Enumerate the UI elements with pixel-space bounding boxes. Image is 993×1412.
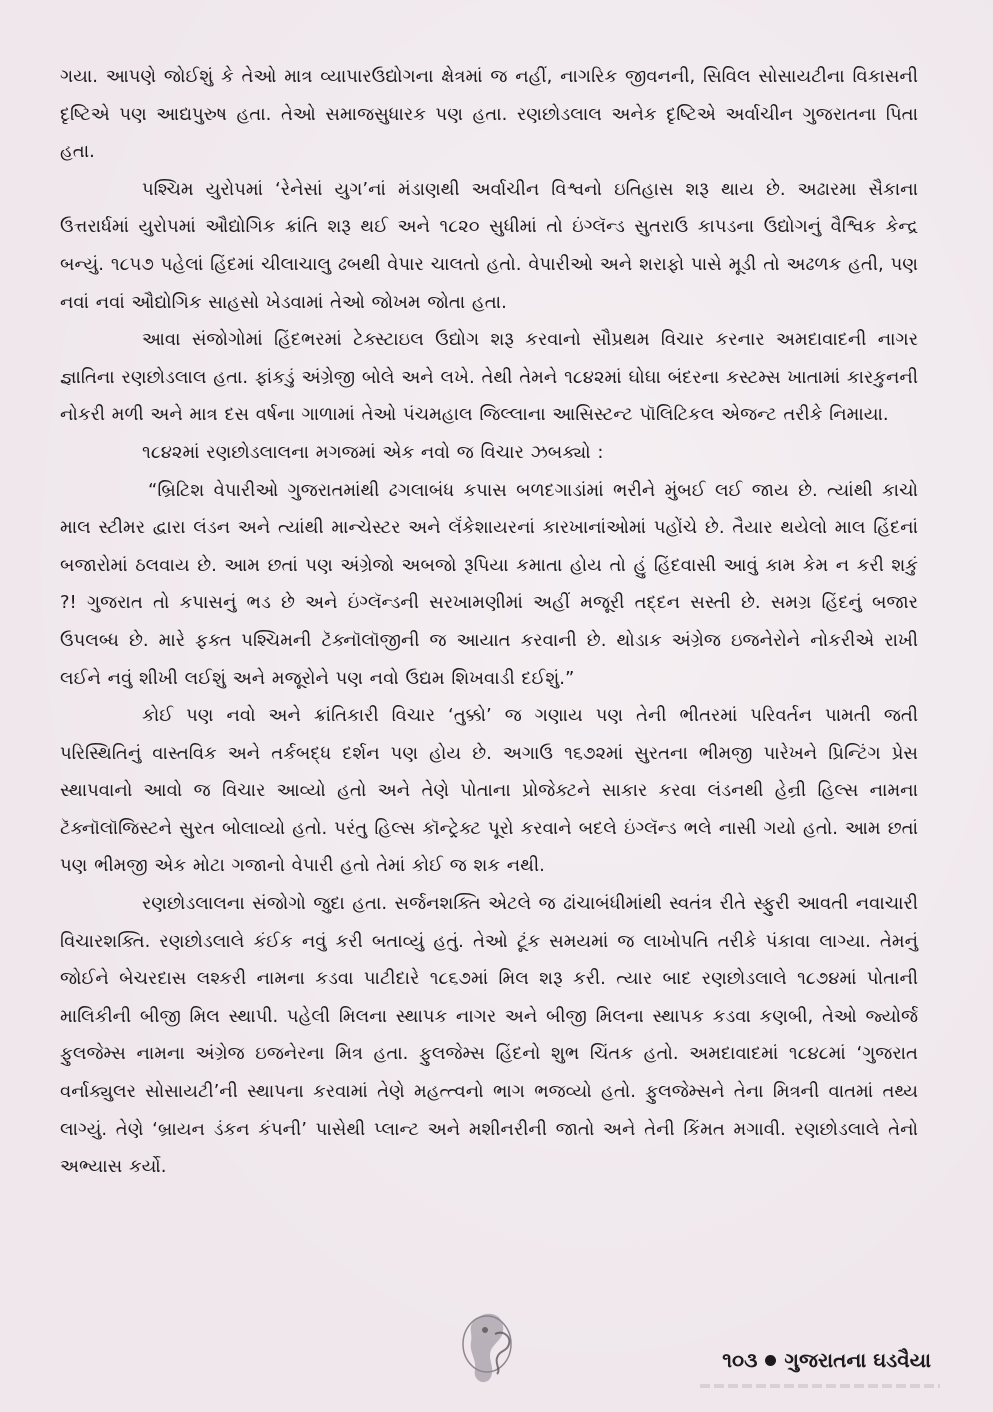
paragraph-new-thought: ૧૮૪૨માં રણછોડલાલના મગજમાં એક નવો જ વિચાર ઝબક્યો : [142,441,604,463]
page-number: ૧૦૩ [722,1348,758,1372]
paragraph-circumstances: રણછોડલાલના સંજોગો જુદા હતા. સર્જનશક્તિ એટલે જ ઢાંચાબંધીમાંથી સ્વતંત્ર રીતે સ્ફુરી આવતી નવાચારી વિચારશક્તિ. રણછોડલાલે કંઈક નવું કરી બતાવ્યું હતું. તેઓ ટૂંક સમયમાં જ લાખોપતિ તરીકે પંકાવા લાગ્યા. તેમનું જોઈને બેચરદાસ લશ્કરી નામના કડવા પાટીદારે ૧૮૬૭માં મિલ શરૂ કરી. ત્યાર બાદ રણછોડલાલે ૧૮૭૪માં પોતાની માલિકીની બીજી મિલ સ્થાપી. પહેલી મિલના સ્થાપક નાગર અને બીજી મિલના સ્થાપક કડવા કણબી, તેઓ જ્યોર્જ ફુલજેમ્સ નામના અંગ્રેજ ઇજનેરના મિત્ર હતા. ફુલજેમ્સ હિંદનો શુભ ચિંતક હતો. અમદાવાદમાં ૧૮૪૮માં ‘ગુજરાત વર્નાક્યુલર સોસાયટી’ની સ્થાપના કરવામાં તેણે મહત્ત્વનો ભાગ ભજવ્યો હતો. ફુલજેમ્સને તેના મિત્રની વાતમાં તથ્ય લાગ્યું. તેણે ‘બ્રાયન ડંકન કંપની’ પાસેથી પ્લાન્ટ અને મશીનરીની જાતો અને તેની કિંમત મગાવી. રણછોડલાલે તેનો અભ્યાસ કર્યો. [60,893,918,1178]
paragraph-continuation: ગયા. આપણે જોઈશું કે તેઓ માત્ર વ્યાપારઉદ્યોગના ક્ષેત્રમાં જ નહીં, નાગરિક જીવનની, સિવિલ સોસાયટીના વિકાસની દૃષ્ટિએ પણ આદ્યપુરુષ હતા. તેઓ સમાજસુધારક પણ હતા. રણછોડલાલ અનેક દૃષ્ટિએ અર્વાચીન ગુજરાતના પિતા હતા. [60,66,918,163]
footer-divider [700,1384,940,1388]
paragraph-revolutionary-idea: કોઈ પણ નવો અને ક્રાંતિકારી વિચાર ‘તુક્કો’ જ ગણાય પણ તેની ભીતરમાં પરિવર્તન પામતી જતી પરિસ્થિતિનું વાસ્તવિક અને તર્કબદ્ધ દર્શન પણ હોય છે. અગાઉ ૧૬૭૨માં સુરતના ભીમજી પારેખને પ્રિન્ટિંગ પ્રેસ સ્થાપવાનો આવો જ વિચાર આવ્યો હતો અને તેણે પોતાના પ્રોજેક્ટને સાકાર કરવા લંડનથી હેન્રી હિલ્સ નામના ટૅક્નૉલૉજિસ્ટને સુરત બોલાવ્યો હતો. પરંતુ હિલ્સ કૉન્ટ્રેક્ટ પૂરો કરવાને બદલે ઇંગ્લૅન્ડ ભલે નાસી ગયો હતો. આમ છતાં પણ ભીમજી એક મોટા ગજાનો વેપારી હતો તેમાં કોઈ જ શક નથી. [60,705,918,877]
decorative-emblem-icon [445,1300,545,1390]
paragraph-renaissance: પશ્ચિમ યુરોપમાં ‘રેનેસાં યુગ’નાં મંડાણથી અર્વાચીન વિશ્વનો ઇતિહાસ શરૂ થાય છે. અઢારમા સૈકાના ઉત્તરાર્ધમાં યુરોપમાં ઔદ્યોગિક ક્રાંતિ શરૂ થઈ અને ૧૮૨૦ સુધીમાં તો ઇંગ્લૅન્ડ સુતરાઉ કાપડના ઉદ્યોગનું વૈશ્વિક કેન્દ્ર બન્યું. ૧૮૫૭ પહેલાં હિંદમાં ચીલાચાલુ ઢબથી વેપાર ચાલતો હતો. વેપારીઓ અને શરાફો પાસે મૂડી તો અઢળક હતી, પણ નવાં નવાં ઔદ્યોગિક સાહસો ખેડવામાં તેઓ જોખમ જોતા હતા. [60,178,918,313]
paragraph-quote: “બ્રિટિશ વેપારીઓ ગુજરાતમાંથી ઢગલાબંધ કપાસ બળદગાડાંમાં ભરીને મુંબઈ લઈ જાય છે. ત્યાંથી કાચો માલ સ્ટીમર દ્વારા લંડન અને ત્યાંથી માન્ચેસ્ટર અને લૅંકેશાયરનાં કારખાનાંઓમાં પહોંચે છે. તૈયાર થયેલો માલ હિંદનાં બજારોમાં ઠલવાય છે. આમ છતાં પણ અંગ્રેજો અબજો રૂપિયા કમાતા હોય તો હું હિંદવાસી આવું કામ કેમ ન કરી શકું ?! ગુજરાત તો કપાસનું ભડ છે અને ઇંગ્લૅન્ડની સરખામણીમાં અહીં મજૂરી તદ્દન સસ્તી છે. સમગ્ર હિંદનું બજાર ઉપલબ્ધ છે. મારે ફક્ત પશ્ચિમની ટૅક્નૉલૉજીની જ આયાત કરવાની છે. થોડાક અંગ્રેજ ઇજનેરોને નોકરીએ રાખી લઈને નવું શીખી લઈશું અને મજૂરોને પણ નવો ઉદ્યમ શિખવાડી દઈશું.” [60,479,918,689]
page-footer [722,1340,931,1380]
book-title: ગુજરાતના ઘડવૈયા [784,1348,931,1372]
body-text [60,58,918,1186]
bullet-icon [765,1355,776,1366]
paragraph-textile-idea: આવા સંજોગોમાં હિંદભરમાં ટેક્સ્ટાઇલ ઉદ્યોગ શરૂ કરવાનો સૌપ્રથમ વિચાર કરનાર અમદાવાદની નાગર જ્ઞાતિના રણછોડલાલ હતા. ફાંકડું અંગ્રેજી બોલે અને લખે. તેથી તેમને ૧૮૪૨માં ઘોઘા બંદરના કસ્ટમ્સ ખાતામાં કારકુનની નોકરી મળી અને માત્ર દસ વર્ષના ગાળામાં તેઓ પંચમહાલ જિલ્લાના આસિસ્ટન્ટ પૉલિટિકલ એજન્ટ તરીકે નિમાયા. [60,329,918,426]
